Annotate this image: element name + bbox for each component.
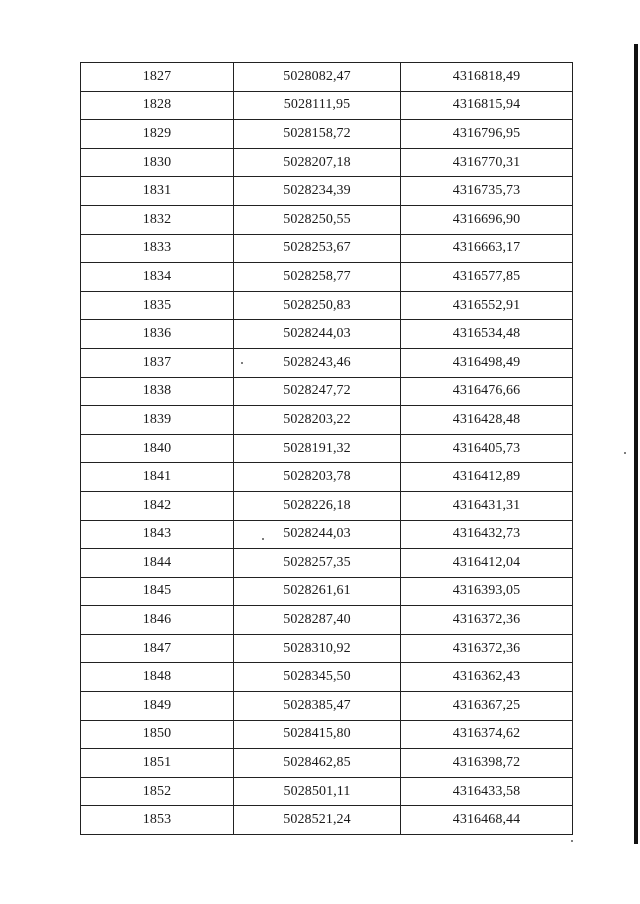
table-row (81, 777, 573, 806)
point-number-cell: 1837 (81, 348, 234, 377)
table-row (81, 377, 573, 406)
table-row (81, 291, 573, 320)
point-number-cell: 1833 (81, 234, 234, 263)
point-number-cell: 1843 (81, 520, 234, 549)
table-row (81, 406, 573, 435)
y-coordinate-cell: 4316552,91 (401, 291, 573, 320)
table-row (81, 634, 573, 663)
x-coordinate-cell: 5028243,46 (234, 348, 401, 377)
x-coordinate-cell: 5028226,18 (234, 491, 401, 520)
point-number-cell: 1848 (81, 663, 234, 692)
table-row (81, 692, 573, 721)
x-coordinate-cell: 5028462,85 (234, 749, 401, 778)
y-coordinate-cell: 4316412,04 (401, 549, 573, 578)
x-coordinate-cell: 5028244,03 (234, 320, 401, 349)
x-coordinate-cell: 5028258,77 (234, 263, 401, 292)
x-coordinate-cell: 5028111,95 (234, 91, 401, 120)
point-number-cell: 1846 (81, 606, 234, 635)
y-coordinate-cell: 4316431,31 (401, 491, 573, 520)
point-number-cell: 1831 (81, 177, 234, 206)
point-number-cell: 1847 (81, 634, 234, 663)
point-number-cell: 1830 (81, 148, 234, 177)
point-number-cell: 1849 (81, 692, 234, 721)
x-coordinate-cell: 5028287,40 (234, 606, 401, 635)
y-coordinate-cell: 4316534,48 (401, 320, 573, 349)
x-coordinate-cell: 5028207,18 (234, 148, 401, 177)
table-row (81, 263, 573, 292)
y-coordinate-cell: 4316405,73 (401, 434, 573, 463)
point-number-cell: 1840 (81, 434, 234, 463)
scan-speck (241, 362, 243, 364)
y-coordinate-cell: 4316663,17 (401, 234, 573, 263)
y-coordinate-cell: 4316468,44 (401, 806, 573, 835)
y-coordinate-cell: 4316374,62 (401, 720, 573, 749)
point-number-cell: 1852 (81, 777, 234, 806)
y-coordinate-cell: 4316577,85 (401, 263, 573, 292)
table-row (81, 120, 573, 149)
x-coordinate-cell: 5028257,35 (234, 549, 401, 578)
table-row (81, 463, 573, 492)
point-number-cell: 1839 (81, 406, 234, 435)
y-coordinate-cell: 4316498,49 (401, 348, 573, 377)
table-row (81, 491, 573, 520)
point-number-cell: 1853 (81, 806, 234, 835)
table-row (81, 320, 573, 349)
x-coordinate-cell: 5028501,11 (234, 777, 401, 806)
table-row (81, 663, 573, 692)
x-coordinate-cell: 5028244,03 (234, 520, 401, 549)
table-row (81, 806, 573, 835)
y-coordinate-cell: 4316476,66 (401, 377, 573, 406)
scan-edge-bar (634, 44, 638, 844)
point-number-cell: 1851 (81, 749, 234, 778)
table-row (81, 720, 573, 749)
x-coordinate-cell: 5028261,61 (234, 577, 401, 606)
point-number-cell: 1827 (81, 63, 234, 92)
y-coordinate-cell: 4316796,95 (401, 120, 573, 149)
y-coordinate-cell: 4316412,89 (401, 463, 573, 492)
scan-speck (571, 840, 573, 842)
coordinates-table-body (81, 63, 573, 835)
y-coordinate-cell: 4316367,25 (401, 692, 573, 721)
y-coordinate-cell: 4316432,73 (401, 520, 573, 549)
point-number-cell: 1838 (81, 377, 234, 406)
scan-speck (624, 452, 626, 454)
x-coordinate-cell: 5028385,47 (234, 692, 401, 721)
table-row (81, 520, 573, 549)
x-coordinate-cell: 5028247,72 (234, 377, 401, 406)
scan-speck (262, 538, 264, 540)
y-coordinate-cell: 4316398,72 (401, 749, 573, 778)
table-row (81, 549, 573, 578)
y-coordinate-cell: 4316770,31 (401, 148, 573, 177)
table-row (81, 577, 573, 606)
x-coordinate-cell: 5028191,32 (234, 434, 401, 463)
y-coordinate-cell: 4316428,48 (401, 406, 573, 435)
point-number-cell: 1850 (81, 720, 234, 749)
table-row (81, 177, 573, 206)
table-row (81, 606, 573, 635)
x-coordinate-cell: 5028082,47 (234, 63, 401, 92)
point-number-cell: 1844 (81, 549, 234, 578)
x-coordinate-cell: 5028415,80 (234, 720, 401, 749)
x-coordinate-cell: 5028203,22 (234, 406, 401, 435)
coordinates-table (80, 62, 573, 835)
x-coordinate-cell: 5028158,72 (234, 120, 401, 149)
point-number-cell: 1832 (81, 205, 234, 234)
x-coordinate-cell: 5028521,24 (234, 806, 401, 835)
x-coordinate-cell: 5028203,78 (234, 463, 401, 492)
y-coordinate-cell: 4316372,36 (401, 606, 573, 635)
point-number-cell: 1835 (81, 291, 234, 320)
y-coordinate-cell: 4316818,49 (401, 63, 573, 92)
table-row (81, 348, 573, 377)
point-number-cell: 1834 (81, 263, 234, 292)
table-row (81, 434, 573, 463)
x-coordinate-cell: 5028345,50 (234, 663, 401, 692)
y-coordinate-cell: 4316696,90 (401, 205, 573, 234)
x-coordinate-cell: 5028234,39 (234, 177, 401, 206)
x-coordinate-cell: 5028250,55 (234, 205, 401, 234)
table-row (81, 205, 573, 234)
x-coordinate-cell: 5028250,83 (234, 291, 401, 320)
y-coordinate-cell: 4316372,36 (401, 634, 573, 663)
point-number-cell: 1841 (81, 463, 234, 492)
y-coordinate-cell: 4316735,73 (401, 177, 573, 206)
x-coordinate-cell: 5028310,92 (234, 634, 401, 663)
point-number-cell: 1842 (81, 491, 234, 520)
y-coordinate-cell: 4316393,05 (401, 577, 573, 606)
y-coordinate-cell: 4316433,58 (401, 777, 573, 806)
point-number-cell: 1845 (81, 577, 234, 606)
point-number-cell: 1836 (81, 320, 234, 349)
table-row (81, 234, 573, 263)
table-row (81, 749, 573, 778)
table-row (81, 91, 573, 120)
y-coordinate-cell: 4316362,43 (401, 663, 573, 692)
point-number-cell: 1829 (81, 120, 234, 149)
table-row (81, 148, 573, 177)
table-row (81, 63, 573, 92)
y-coordinate-cell: 4316815,94 (401, 91, 573, 120)
x-coordinate-cell: 5028253,67 (234, 234, 401, 263)
point-number-cell: 1828 (81, 91, 234, 120)
